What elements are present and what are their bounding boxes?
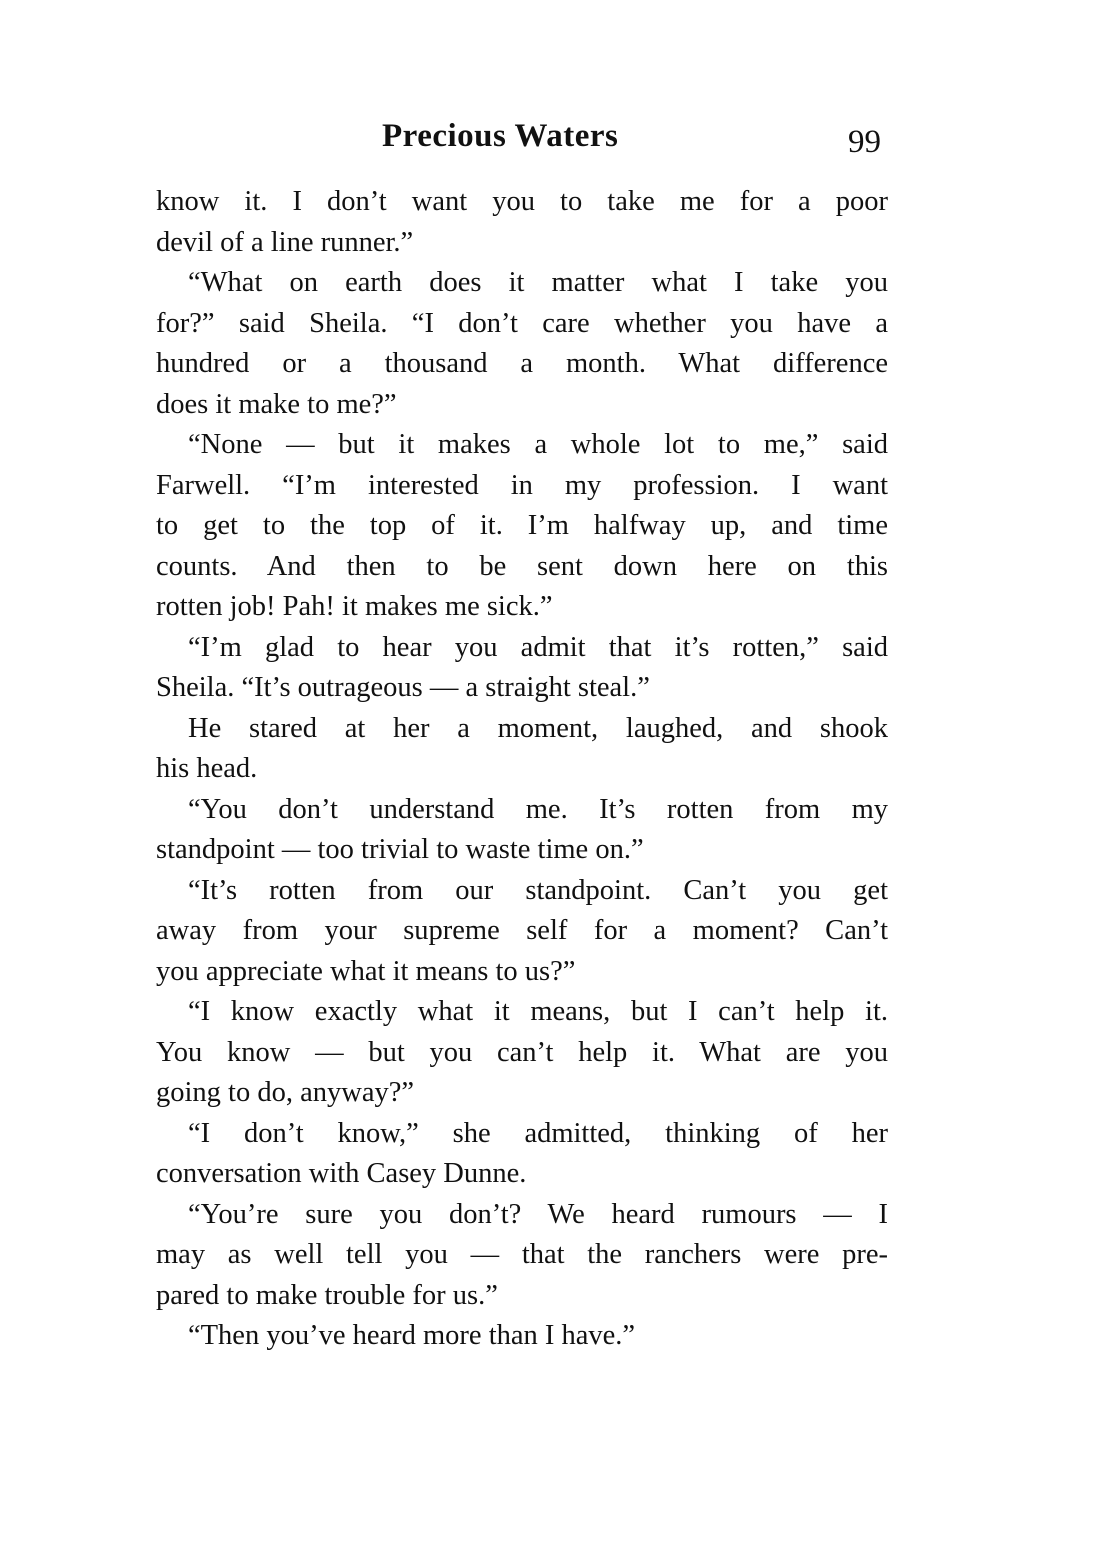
text-line: conversation with Casey Dunne. bbox=[156, 1158, 527, 1189]
text-line: standpoint — too trivial to waste time on.” bbox=[156, 834, 644, 865]
text-line: “It’s rotten from our standpoint. Can’t you get bbox=[188, 874, 888, 906]
running-title: Precious Waters bbox=[382, 118, 619, 154]
text-line: away from your supreme self for a moment? Can’t bbox=[156, 915, 888, 946]
text-line: going to do, anyway?” bbox=[156, 1077, 415, 1108]
text-line: He stared at her a moment, laughed, and shook bbox=[188, 712, 888, 744]
text-line: his head. bbox=[156, 753, 258, 784]
text-line: Farwell. “I’m interested in my profession. I want bbox=[156, 469, 888, 501]
body-text bbox=[156, 182, 888, 1357]
page-number: 99 bbox=[848, 124, 881, 160]
text-line: “I know exactly what it means, but I can’t help it. bbox=[188, 996, 888, 1027]
running-header bbox=[0, 118, 1100, 168]
text-line: does it make to me?” bbox=[156, 388, 397, 420]
text-line: hundred or a thousand a month. What difference bbox=[156, 348, 888, 379]
text-line: “None — but it makes a whole lot to me,” said bbox=[188, 429, 888, 460]
text-line: rotten job! Pah! it makes me sick.” bbox=[156, 591, 553, 622]
text-line: to get to the top of it. I’m halfway up, and time bbox=[156, 510, 888, 541]
text-line: “Then you’ve heard more than I have.” bbox=[188, 1320, 636, 1351]
text-line: Sheila. “It’s outrageous — a straight steal.” bbox=[156, 672, 650, 703]
text-line: know it. I don’t want you to take me for a poor bbox=[156, 186, 888, 217]
text-line: counts. And then to be sent down here on this bbox=[156, 550, 888, 582]
text-line: devil of a line runner.” bbox=[156, 226, 414, 258]
text-line: “I’m glad to hear you admit that it’s rotten,” said bbox=[188, 631, 888, 663]
text-line: You know — but you can’t help it. What are you bbox=[156, 1036, 888, 1068]
text-line: “I don’t know,” she admitted, thinking of her bbox=[188, 1117, 888, 1149]
text-line: for?” said Sheila. “I don’t care whether you have a bbox=[156, 307, 888, 339]
text-line: “You’re sure you don’t? We heard rumours — I bbox=[188, 1198, 888, 1230]
text-line: you appreciate what it means to us?” bbox=[156, 955, 576, 987]
text-line: “What on earth does it matter what I take you bbox=[188, 267, 888, 298]
text-line: “You don’t understand me. It’s rotten from my bbox=[188, 793, 888, 825]
text-line: pared to make trouble for us.” bbox=[156, 1279, 498, 1311]
text-line: may as well tell you — that the ranchers were pre- bbox=[156, 1239, 888, 1270]
